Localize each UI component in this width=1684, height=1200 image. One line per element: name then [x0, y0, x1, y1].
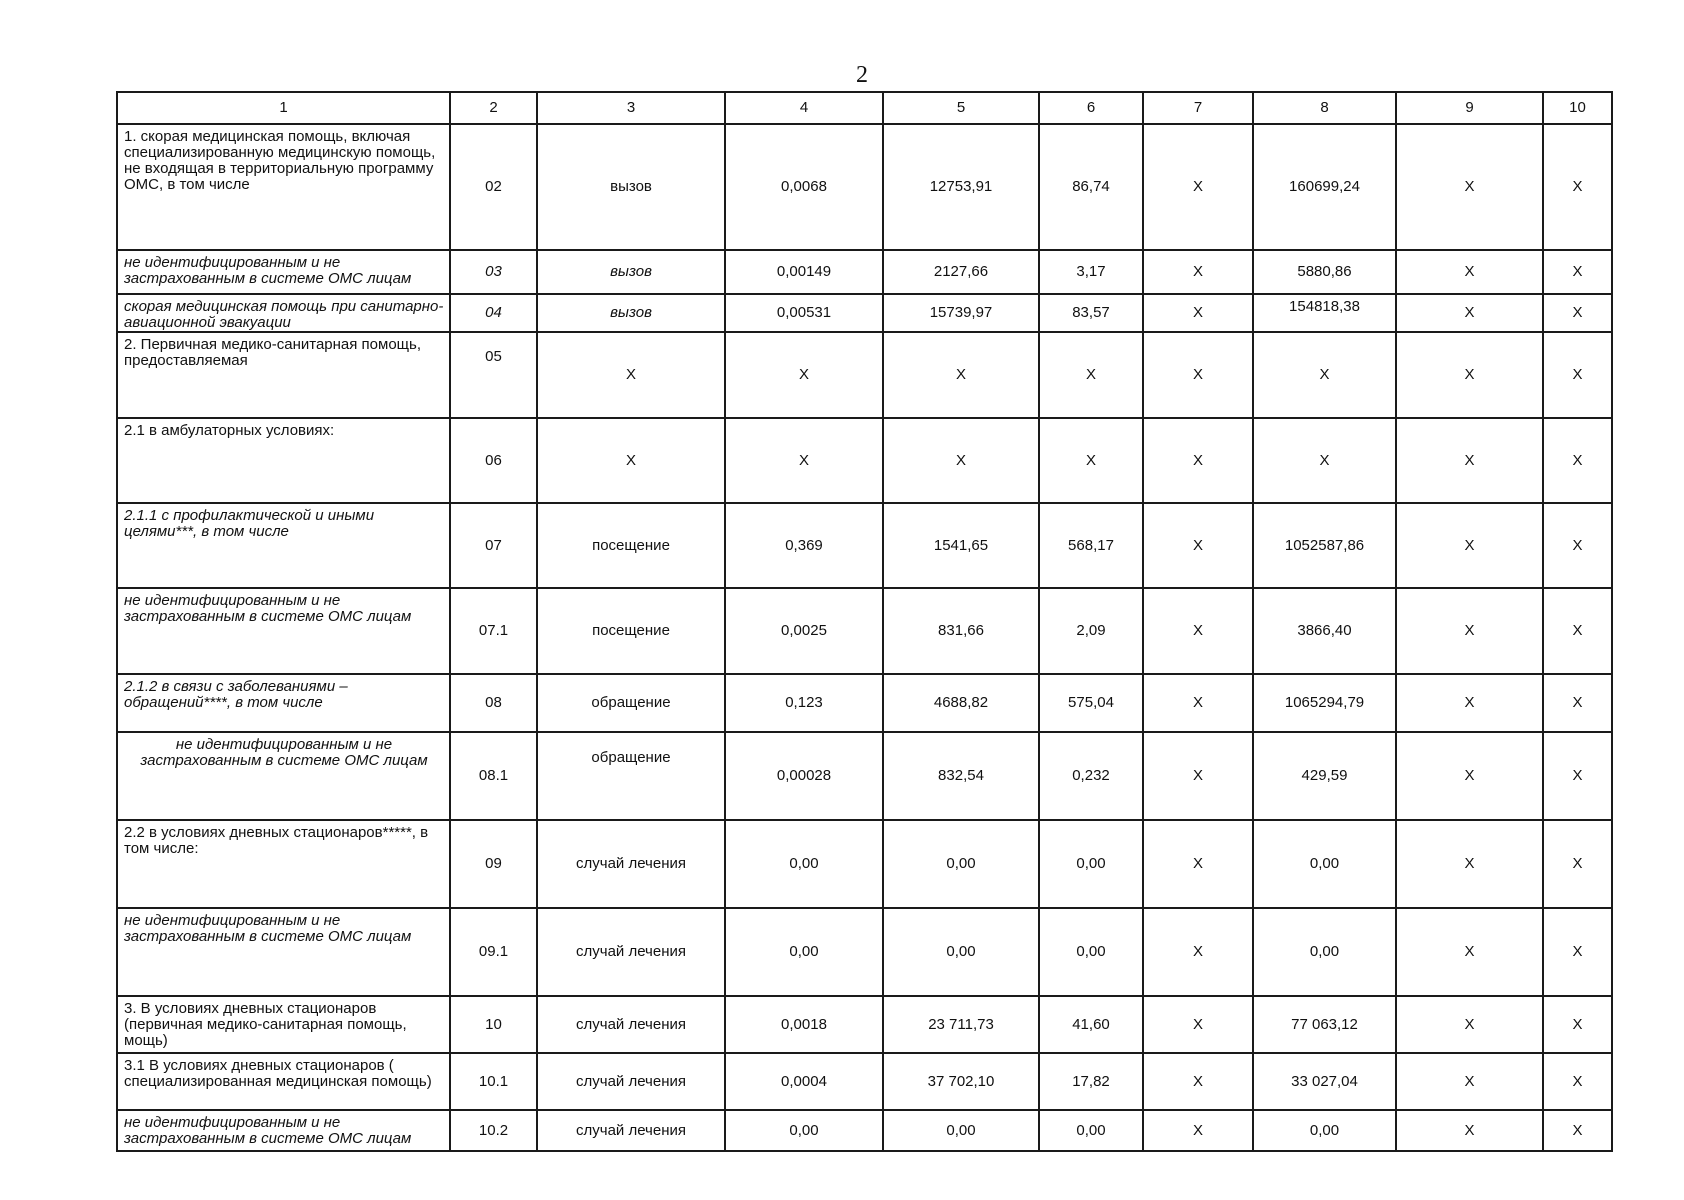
header-row [117, 92, 1612, 124]
cell-col9: Х [1396, 124, 1543, 250]
row-code: 09 [450, 820, 537, 908]
cell-col7: Х [1143, 674, 1253, 732]
cell-col8: 154818,38 [1253, 294, 1396, 332]
row-description: скорая медицинская помощь при санитарно-авиационной эвакуации [117, 294, 450, 332]
cell-col4: 0,00 [725, 820, 883, 908]
table-row [117, 588, 1612, 674]
row-description: 2. Первичная медико-санитарная помощь, предоставляемая [117, 332, 450, 418]
row-unit-text: обращение [591, 749, 671, 766]
header-cell-6: 6 [1039, 92, 1143, 124]
cell-col6: 0,00 [1039, 1110, 1143, 1151]
cell-col9: Х [1396, 294, 1543, 332]
header-cell-7: 7 [1143, 92, 1253, 124]
cell-col8: 5880,86 [1253, 250, 1396, 294]
cell-col9: Х [1396, 908, 1543, 996]
row-code: 03 [450, 250, 537, 294]
row-unit: посещение [537, 588, 725, 674]
header-cell-8: 8 [1253, 92, 1396, 124]
cell-col5: 1541,65 [883, 503, 1039, 588]
cell-col5: 37 702,10 [883, 1053, 1039, 1110]
cell-col5: Х [883, 418, 1039, 503]
header-cell-5: 5 [883, 92, 1039, 124]
cell-col6: 3,17 [1039, 250, 1143, 294]
cell-col8: 77 063,12 [1253, 996, 1396, 1053]
row-description: 3. В условиях дневных стационаров (первичная медико-санитарная помощь, мощь) [117, 996, 450, 1053]
cell-col8: 33 027,04 [1253, 1053, 1396, 1110]
row-description: 2.1.1 с профилактической и иными целями***, в том числе [117, 503, 450, 588]
cell-col10: Х [1543, 1110, 1612, 1151]
table-row [117, 1053, 1612, 1110]
table-row [117, 732, 1612, 820]
cell-col7: Х [1143, 1053, 1253, 1110]
row-description: 2.1 в амбулаторных условиях: [117, 418, 450, 503]
cell-col5: 0,00 [883, 1110, 1039, 1151]
cell-col9: Х [1396, 588, 1543, 674]
cell-col4: Х [725, 332, 883, 418]
row-code: 06 [450, 418, 537, 503]
row-code-text: 05 [485, 348, 502, 365]
cell-col8: 3866,40 [1253, 588, 1396, 674]
row-description: 2.1.2 в связи с заболеваниями – обращений****, в том числе [117, 674, 450, 732]
table-row [117, 674, 1612, 732]
cell-col4: 0,00531 [725, 294, 883, 332]
cell-col6: 83,57 [1039, 294, 1143, 332]
row-unit: случай лечения [537, 1110, 725, 1151]
cell-col9: Х [1396, 332, 1543, 418]
row-unit: случай лечения [537, 820, 725, 908]
cell-col4: 0,0068 [725, 124, 883, 250]
header-cell-2: 2 [450, 92, 537, 124]
cell-col4: 0,00 [725, 1110, 883, 1151]
cell-col9: Х [1396, 674, 1543, 732]
cell-col7: Х [1143, 332, 1253, 418]
cell-col6: 17,82 [1039, 1053, 1143, 1110]
cell-col10: Х [1543, 332, 1612, 418]
cell-col6: 568,17 [1039, 503, 1143, 588]
table-row [117, 820, 1612, 908]
row-description: не идентифицированным и не застрахованным в системе ОМС лицам [117, 732, 450, 820]
cell-col8: 0,00 [1253, 820, 1396, 908]
cell-col6: 0,232 [1039, 732, 1143, 820]
cell-col7: Х [1143, 732, 1253, 820]
table-row [117, 996, 1612, 1053]
row-code: 04 [450, 294, 537, 332]
row-unit: посещение [537, 503, 725, 588]
cell-col4: 0,00 [725, 908, 883, 996]
table-row [117, 332, 1612, 418]
cell-col6: 0,00 [1039, 820, 1143, 908]
cell-col5: 0,00 [883, 820, 1039, 908]
cell-col9: Х [1396, 503, 1543, 588]
row-unit: случай лечения [537, 908, 725, 996]
cell-col8: 1052587,86 [1253, 503, 1396, 588]
cell-col5: 12753,91 [883, 124, 1039, 250]
cell-col5: 832,54 [883, 732, 1039, 820]
cell-col10: Х [1543, 674, 1612, 732]
cell-col6: 86,74 [1039, 124, 1143, 250]
cell-col4: 0,0025 [725, 588, 883, 674]
cell-col7: Х [1143, 996, 1253, 1053]
row-description: не идентифицированным и не застрахованным в системе ОМС лицам [117, 1110, 450, 1151]
cell-col6: 0,00 [1039, 908, 1143, 996]
cell-col10: Х [1543, 294, 1612, 332]
cell-col10: Х [1543, 820, 1612, 908]
table-row [117, 418, 1612, 503]
row-unit: Х [537, 332, 725, 418]
cell-col6: 2,09 [1039, 588, 1143, 674]
cell-col7: Х [1143, 908, 1253, 996]
row-unit [537, 732, 725, 820]
row-unit: случай лечения [537, 1053, 725, 1110]
row-code: 08 [450, 674, 537, 732]
row-description: не идентифицированным и не застрахованным в системе ОМС лицам [117, 908, 450, 996]
cell-col5: 2127,66 [883, 250, 1039, 294]
row-unit: обращение [537, 674, 725, 732]
row-code: 10 [450, 996, 537, 1053]
cell-col5: 831,66 [883, 588, 1039, 674]
row-code: 02 [450, 124, 537, 250]
cell-col5: Х [883, 332, 1039, 418]
cell-col7: Х [1143, 418, 1253, 503]
row-description: не идентифицированным и не застрахованным в системе ОМС лицам [117, 588, 450, 674]
cell-col10: Х [1543, 588, 1612, 674]
cell-col9: Х [1396, 732, 1543, 820]
cell-col10: Х [1543, 1053, 1612, 1110]
cell-col8: 1065294,79 [1253, 674, 1396, 732]
row-unit: Х [537, 418, 725, 503]
row-unit: вызов [537, 250, 725, 294]
cell-col7: Х [1143, 1110, 1253, 1151]
cell-col4: 0,369 [725, 503, 883, 588]
table-row [117, 503, 1612, 588]
cell-col10: Х [1543, 732, 1612, 820]
row-unit: вызов [537, 294, 725, 332]
cell-col8: 0,00 [1253, 1110, 1396, 1151]
row-code: 07.1 [450, 588, 537, 674]
cell-col6: Х [1039, 332, 1143, 418]
table-row [117, 124, 1612, 250]
header-cell-3: 3 [537, 92, 725, 124]
cell-col4: 0,00028 [725, 732, 883, 820]
cell-col9: Х [1396, 418, 1543, 503]
cell-col10: Х [1543, 250, 1612, 294]
cell-col7: Х [1143, 294, 1253, 332]
cell-col10: Х [1543, 908, 1612, 996]
row-code [450, 332, 537, 418]
cell-col9: Х [1396, 1053, 1543, 1110]
cell-col9: Х [1396, 996, 1543, 1053]
data-table [116, 91, 1613, 1152]
cell-col9: Х [1396, 820, 1543, 908]
cell-col9: Х [1396, 1110, 1543, 1151]
table-row [117, 250, 1612, 294]
cell-col4: Х [725, 418, 883, 503]
row-description: 2.2 в условиях дневных стационаров*****, в том числе: [117, 820, 450, 908]
row-code: 10.1 [450, 1053, 537, 1110]
page-number: 2 [856, 62, 868, 88]
cell-col5: 15739,97 [883, 294, 1039, 332]
cell-col8: 0,00 [1253, 908, 1396, 996]
cell-col6: 575,04 [1039, 674, 1143, 732]
cell-col5: 23 711,73 [883, 996, 1039, 1053]
cell-col10: Х [1543, 124, 1612, 250]
header-cell-1: 1 [117, 92, 450, 124]
row-code: 09.1 [450, 908, 537, 996]
cell-col7: Х [1143, 250, 1253, 294]
row-unit: случай лечения [537, 996, 725, 1053]
cell-col7: Х [1143, 820, 1253, 908]
cell-col8: Х [1253, 418, 1396, 503]
table-row [117, 908, 1612, 996]
cell-col6: Х [1039, 418, 1143, 503]
cell-col6: 41,60 [1039, 996, 1143, 1053]
header-cell-9: 9 [1396, 92, 1543, 124]
cell-col4: 0,00149 [725, 250, 883, 294]
row-description: 1. скорая медицинская помощь, включая специализированную медицинскую помощь, не входящая в территориальную программу ОМС, в том числе [117, 124, 450, 250]
cell-col7: Х [1143, 503, 1253, 588]
cell-col4: 0,0004 [725, 1053, 883, 1110]
header-cell-4: 4 [725, 92, 883, 124]
table-row [117, 294, 1612, 332]
row-code: 08.1 [450, 732, 537, 820]
row-code: 07 [450, 503, 537, 588]
cell-col7: Х [1143, 588, 1253, 674]
row-description: не идентифицированным и не застрахованным в системе ОМС лицам [117, 250, 450, 294]
cell-col4: 0,0018 [725, 996, 883, 1053]
cell-col10: Х [1543, 503, 1612, 588]
row-description: 3.1 В условиях дневных стационаров ( специализированная медицинская помощь) [117, 1053, 450, 1110]
cell-col8: 429,59 [1253, 732, 1396, 820]
cell-col5: 4688,82 [883, 674, 1039, 732]
cell-col10: Х [1543, 418, 1612, 503]
cell-col8: Х [1253, 332, 1396, 418]
cell-col7: Х [1143, 124, 1253, 250]
cell-col8: 160699,24 [1253, 124, 1396, 250]
header-cell-10: 10 [1543, 92, 1612, 124]
cell-col9: Х [1396, 250, 1543, 294]
row-code: 10.2 [450, 1110, 537, 1151]
table-row [117, 1110, 1612, 1151]
cell-col5: 0,00 [883, 908, 1039, 996]
cell-col4: 0,123 [725, 674, 883, 732]
row-unit: вызов [537, 124, 725, 250]
cell-col10: Х [1543, 996, 1612, 1053]
